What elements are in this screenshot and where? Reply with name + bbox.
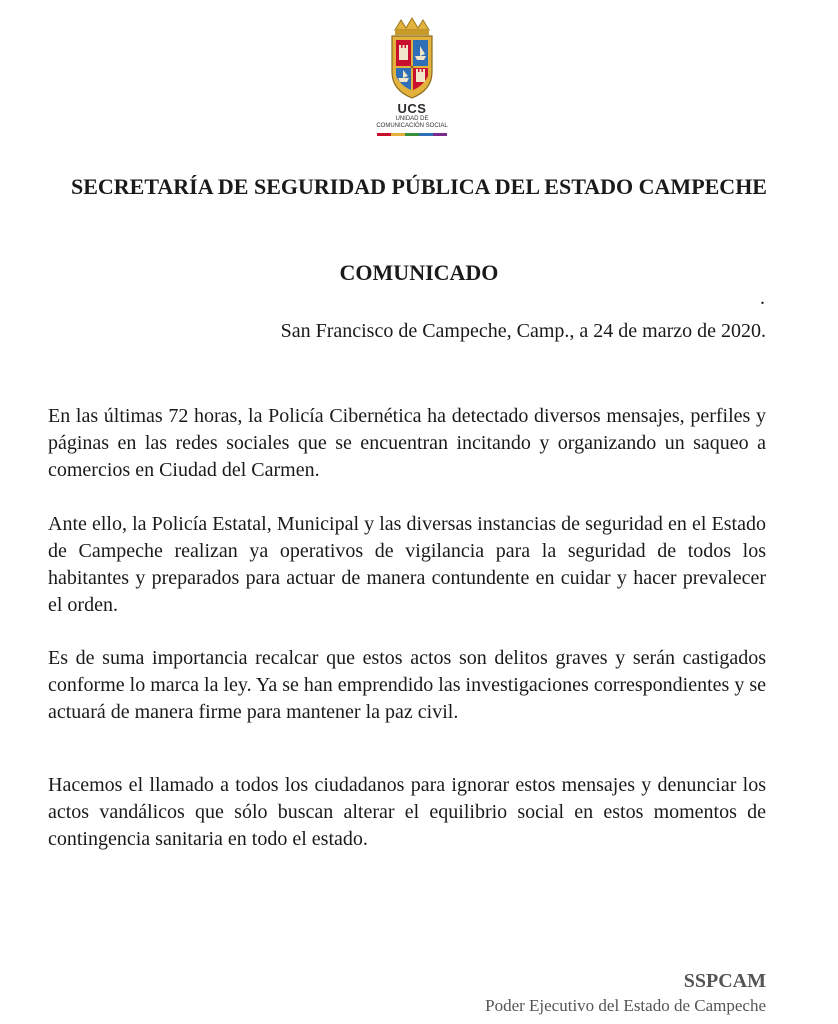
place-date: San Francisco de Campeche, Camp., a 24 de marzo de 2020. [280, 320, 766, 342]
logo-color-bar [377, 133, 447, 136]
document-title: SECRETARÍA DE SEGURIDAD PÚBLICA DEL ESTADO CAMPECHE [71, 174, 767, 199]
logo-bar-segment [391, 133, 405, 136]
signature-organization: Poder Ejecutivo del Estado de Campeche [485, 996, 766, 1015]
stray-dot: . [760, 287, 765, 309]
logo-subtitle-line1: UNIDAD DE [395, 116, 429, 122]
campeche-coat-of-arms-icon [387, 16, 437, 100]
logo-bar-segment [405, 133, 419, 136]
logo-bar-segment [419, 133, 433, 136]
paragraph-2: Ante ello, la Policía Estatal, Municipal y las diversas instancias de seguridad en el Estado de Campeche realizan ya operativos de vigilancia para la seguridad de todos los habitantes y preparados para actuar de manera contundente en cuidar y hacer prevalecer el orden. [48, 513, 766, 616]
paragraph-4: Hacemos el llamado a todos los ciudadanos para ignorar estos mensajes y denunciar los actos vandálicos que sólo buscan alterar el equilibrio social en estos momentos de contingencia sanitaria en todo el estado. [48, 774, 766, 850]
logo-acronym: UCS [397, 101, 427, 116]
signature-abbreviation: SSPCAM [683, 970, 766, 992]
paragraph-1: En las últimas 72 horas, la Policía Cibernética ha detectado diversos mensajes, perfiles y páginas en las redes sociales que se encuentran incitando y organizando un saqueo a comercios en Ciudad del Carmen. [48, 405, 766, 481]
ucs-logo [362, 16, 462, 144]
logo-bar-segment [377, 133, 391, 136]
document-type: COMUNICADO [339, 260, 499, 285]
paragraph-3: Es de suma importancia recalcar que estos actos son delitos graves y serán castigados conforme lo marca la ley. Ya se han emprendido las investigaciones correspondientes y se actuará de manera firme para mantener la paz civil. [48, 647, 766, 723]
logo-bar-segment [433, 133, 447, 136]
logo-subtitle-line2: COMUNICACIÓN SOCIAL [376, 123, 448, 129]
